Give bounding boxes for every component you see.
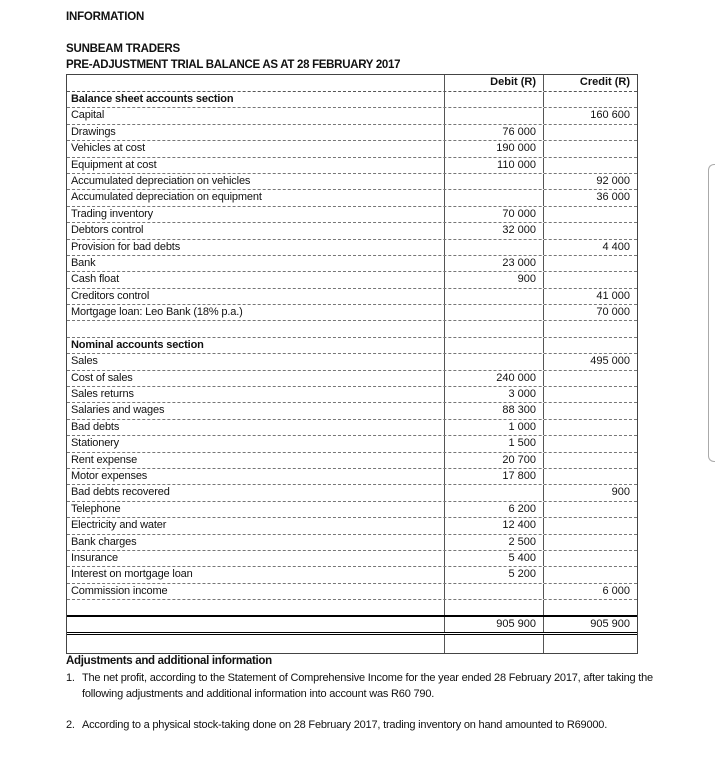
debit-amount: 1 000: [444, 420, 543, 435]
debit-amount: 23 000: [444, 256, 543, 271]
credit-amount: [543, 518, 637, 533]
account-name: Equipment at cost: [71, 158, 157, 171]
footer-row: [67, 635, 637, 653]
page-edge-bracket-decoration: [708, 164, 715, 462]
table-row: [67, 354, 637, 370]
debit-amount: 88 300: [444, 403, 543, 418]
credit-amount: 4 400: [543, 240, 637, 255]
table-row: [67, 485, 637, 501]
credit-amount: [543, 387, 637, 402]
credit-amount: [543, 403, 637, 418]
table-header-row: [67, 75, 637, 92]
debit-amount: 32 000: [444, 223, 543, 238]
table-row: [67, 551, 637, 567]
table-row: [67, 469, 637, 485]
table-row: [67, 584, 637, 600]
totals-row: [67, 617, 637, 635]
account-name: Creditors control: [71, 289, 150, 302]
credit-amount: 495 000: [543, 354, 637, 369]
account-name: Trading inventory: [71, 207, 154, 220]
section-row-nominal: [67, 338, 637, 354]
credit-amount: [543, 551, 637, 566]
debit-amount: [444, 289, 543, 304]
debit-amount: [444, 584, 543, 599]
account-name: Debtors control: [71, 224, 144, 237]
account-name: Sales returns: [71, 388, 134, 401]
credit-amount: 41 000: [543, 289, 637, 304]
debit-amount: 6 200: [444, 502, 543, 517]
document-heading: INFORMATION: [66, 11, 145, 23]
header-label: [67, 75, 444, 91]
table-row: [67, 240, 637, 256]
account-name: Salaries and wages: [71, 404, 165, 417]
table-row: [67, 535, 637, 551]
debit-amount: [444, 240, 543, 255]
credit-amount: [543, 535, 637, 550]
credit-amount: 160 600: [543, 108, 637, 123]
account-name: Bad debts: [71, 420, 120, 433]
account-name: Rent expense: [71, 453, 138, 466]
debit-amount: 76 000: [444, 125, 543, 140]
debit-amount: 70 000: [444, 207, 543, 222]
table-row: [67, 158, 637, 174]
credit-amount: [543, 158, 637, 173]
adjustment-number: 2.: [66, 719, 75, 731]
credit-amount: 6 000: [543, 584, 637, 599]
adjustments-title: Adjustments and additional information: [66, 655, 272, 667]
account-name: Bad debts recovered: [71, 486, 170, 499]
credit-amount: [543, 125, 637, 140]
table-row: [67, 567, 637, 583]
debit-amount: 3 000: [444, 387, 543, 402]
debit-amount: [444, 108, 543, 123]
table-row: [67, 371, 637, 387]
debit-amount: [444, 190, 543, 205]
credit-amount: [543, 420, 637, 435]
adjustment-item-2: [66, 717, 666, 733]
debit-amount: 2 500: [444, 535, 543, 550]
table-row: [67, 207, 637, 223]
account-name: Cash float: [71, 273, 120, 286]
table-row: [67, 190, 637, 206]
credit-amount: [543, 567, 637, 582]
debit-amount: [444, 305, 543, 320]
total-debit: 905 900: [444, 617, 543, 632]
debit-amount: [444, 354, 543, 369]
section-title-balance: Balance sheet accounts section: [71, 93, 234, 105]
account-name: Mortgage loan: Leo Bank (18% p.a.): [71, 306, 243, 319]
table-row: [67, 387, 637, 403]
section-row-balance: [67, 92, 637, 108]
debit-amount: [444, 485, 543, 500]
account-name: Insurance: [71, 551, 118, 564]
debit-amount: 900: [444, 272, 543, 287]
trial-balance-title: PRE-ADJUSTMENT TRIAL BALANCE AS AT 28 FEBRUARY 2017: [66, 59, 401, 71]
credit-amount: 900: [543, 485, 637, 500]
credit-amount: [543, 256, 637, 271]
account-name: Motor expenses: [71, 469, 148, 482]
table-row: [67, 403, 637, 419]
account-name: Provision for bad debts: [71, 240, 181, 253]
credit-amount: [543, 371, 637, 386]
adjustment-number: 1.: [66, 672, 75, 684]
adjustment-item-1: [66, 670, 666, 702]
table-row: [67, 223, 637, 239]
account-name: Bank: [71, 256, 96, 269]
credit-amount: [543, 207, 637, 222]
account-name: Vehicles at cost: [71, 142, 146, 155]
credit-amount: 70 000: [543, 305, 637, 320]
table-row: [67, 420, 637, 436]
account-name: Stationery: [71, 437, 120, 450]
account-name: Capital: [71, 109, 105, 122]
table-row: [67, 272, 637, 288]
credit-amount: 92 000: [543, 174, 637, 189]
table-row: [67, 256, 637, 272]
table-row: [67, 174, 637, 190]
credit-amount: 36 000: [543, 190, 637, 205]
company-name: SUNBEAM TRADERS: [66, 43, 180, 55]
debit-amount: 1 500: [444, 436, 543, 451]
total-credit: 905 900: [543, 617, 637, 632]
credit-amount: [543, 453, 637, 468]
account-name: Electricity and water: [71, 519, 167, 532]
account-name: Drawings: [71, 125, 116, 138]
table-row: [67, 125, 637, 141]
table-row: [67, 141, 637, 157]
debit-amount: 17 800: [444, 469, 543, 484]
account-name: Cost of sales: [71, 371, 133, 384]
spacer-row: [67, 321, 637, 337]
account-name: Accumulated depreciation on equipment: [71, 191, 262, 204]
debit-amount: 20 700: [444, 453, 543, 468]
account-name: Accumulated depreciation on vehicles: [71, 174, 251, 187]
table-row: [67, 518, 637, 534]
table-row: [67, 436, 637, 452]
debit-amount: 110 000: [444, 158, 543, 173]
trial-balance-table: [66, 74, 638, 654]
table-row: [67, 305, 637, 321]
header-debit: Debit (R): [444, 75, 543, 91]
adjustment-text: The net profit, according to the Statement of Comprehensive Income for the year ended 28 February 2017, after taking the following adjustments and additional information into account was R60 790.: [82, 672, 653, 700]
credit-amount: [543, 469, 637, 484]
debit-amount: 12 400: [444, 518, 543, 533]
section-title-nominal: Nominal accounts section: [71, 338, 204, 351]
credit-amount: [543, 223, 637, 238]
debit-amount: 240 000: [444, 371, 543, 386]
table-row: [67, 289, 637, 305]
account-name: Interest on mortgage loan: [71, 568, 193, 581]
credit-amount: [543, 502, 637, 517]
debit-amount: [444, 174, 543, 189]
credit-amount: [543, 141, 637, 156]
account-name: Commission income: [71, 584, 168, 597]
account-name: Telephone: [71, 502, 121, 515]
credit-amount: [543, 436, 637, 451]
debit-amount: 190 000: [444, 141, 543, 156]
adjustment-text: According to a physical stock-taking done on 28 February 2017, trading inventory on hand amounted to R69000.: [82, 719, 608, 731]
account-name: Bank charges: [71, 535, 137, 548]
table-row: [67, 453, 637, 469]
debit-amount: 5 400: [444, 551, 543, 566]
table-row: [67, 108, 637, 124]
header-credit: Credit (R): [543, 75, 637, 91]
debit-amount: 5 200: [444, 567, 543, 582]
blank-row: [67, 600, 637, 616]
table-row: [67, 502, 637, 518]
credit-amount: [543, 272, 637, 287]
account-name: Sales: [71, 355, 98, 368]
